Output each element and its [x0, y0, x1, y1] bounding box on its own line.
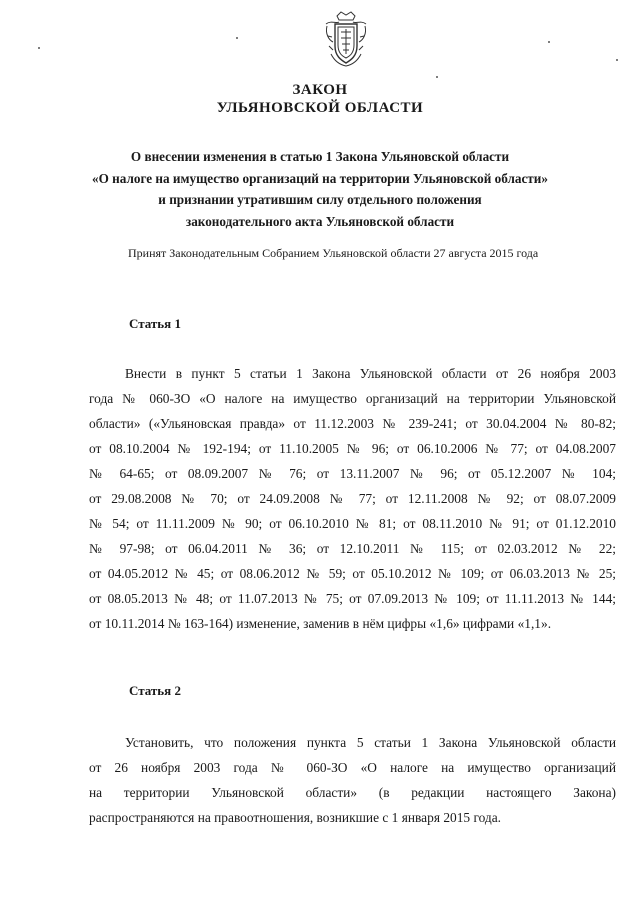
text-line: Внести в пункт 5 статьи 1 Закона Ульяновской области от 26 ноября 2003 [125, 366, 616, 381]
article-1-text [89, 361, 616, 636]
text-line: № 54; от 11.11.2009 № 90; от 06.10.2010 № 81; от 08.11.2010 № 91; от 01.12.2010 [89, 516, 616, 531]
subtitle-line: законодательного акта Ульяновской области [185, 213, 455, 229]
subtitle [0, 146, 640, 232]
scan-speck [236, 37, 238, 39]
coat-of-arms-icon [323, 10, 369, 68]
article-1-heading: Статья 1 [129, 316, 181, 331]
scan-speck [436, 76, 438, 78]
article-2-heading: Статья 2 [129, 683, 181, 698]
law-label: ЗАКОН [292, 82, 348, 98]
text-line: на территории Ульяновской области» (в редакции настоящего Закона) [89, 785, 616, 800]
adopted-line: Принят Законодательным Собранием Ульяновской области 27 августа 2015 года [128, 246, 539, 260]
text-line: от 08.10.2004 № 192-194; от 11.10.2005 № 96; от 06.10.2006 № 77; от 04.08.2007 [89, 441, 616, 456]
text-line: года № 060-ЗО «О налоге на имущество организаций на территории Ульяновской [89, 391, 616, 406]
text-line: от 29.08.2008 № 70; от 24.09.2008 № 77; от 12.11.2008 № 92; от 08.07.2009 [89, 491, 616, 506]
text-line: распространяются на правоотношения, возникшие с 1 января 2015 года. [89, 810, 502, 825]
text-line: от 08.05.2013 № 48; от 11.07.2013 № 75; от 07.09.2013 № 109; от 11.11.2013 № 144; [89, 591, 616, 606]
scan-speck [616, 59, 618, 61]
subtitle-line: О внесении изменения в статью 1 Закона Ульяновской области [130, 149, 510, 164]
text-line: области» («Ульяновская правда» от 11.12.2003 № 239-241; от 30.04.2004 № 80-82; [89, 416, 616, 431]
article-2-text [89, 730, 616, 830]
text-line: № 97-98; от 06.04.2011 № 36; от 12.10.2011 № 115; от 02.03.2012 № 22; [89, 541, 616, 556]
text-line: от 04.05.2012 № 45; от 08.06.2012 № 59; от 05.10.2012 № 109; от 06.03.2013 № 25; [89, 566, 616, 581]
scan-speck [548, 41, 550, 43]
subtitle-line: «О налоге на имущество организаций на территории Ульяновской области» [92, 170, 548, 186]
region-label: УЛЬЯНОВСКОЙ ОБЛАСТИ [216, 100, 424, 116]
subtitle-line: и признании утратившим силу отдельного положения [158, 192, 482, 207]
text-line: Установить, что положения пункта 5 статьи 1 Закона Ульяновской области [125, 735, 616, 750]
text-line: от 10.11.2014 № 163-164) изменение, заменив в нём цифры «1,6» цифрами «1,1». [89, 616, 552, 631]
scan-speck [38, 47, 40, 49]
text-line: № 64-65; от 08.09.2007 № 76; от 13.11.2007 № 96; от 05.12.2007 № 104; [89, 466, 616, 481]
text-line: от 26 ноября 2003 года № 060-ЗО «О налоге на имущество организаций [89, 760, 616, 775]
